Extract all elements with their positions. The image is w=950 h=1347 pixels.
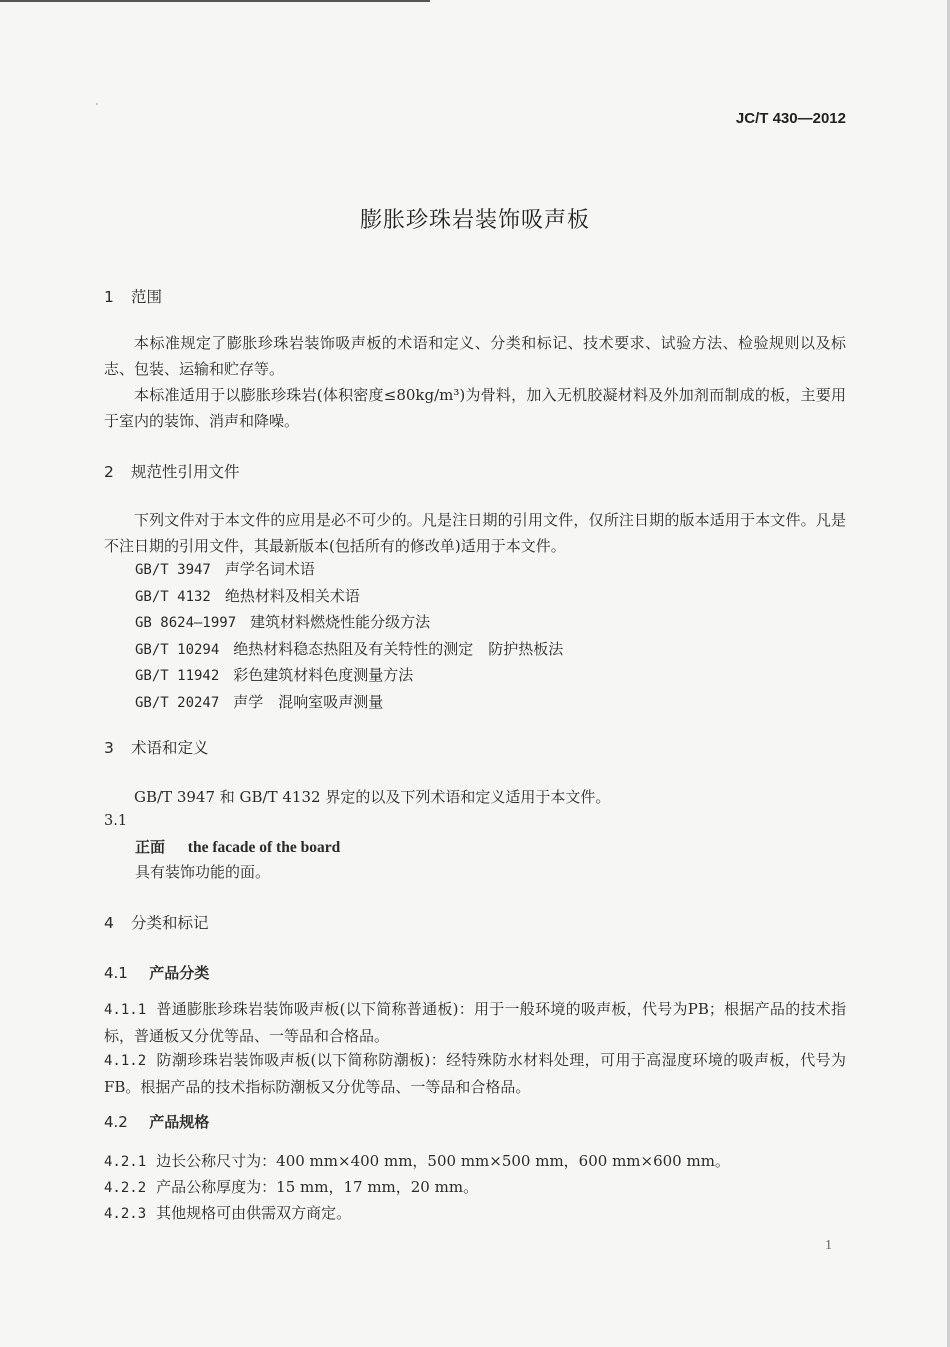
reference-code: GB/T 20247	[135, 694, 220, 711]
section-1-para-1	[104, 330, 846, 382]
clause-4-1-2	[104, 1047, 846, 1100]
reference-title: 建筑材料燃烧性能分级方法	[250, 613, 431, 632]
subsection-title: 产品分类	[149, 964, 210, 982]
paragraph-text: GB/T 3947 和 GB/T 4132 界定的以及下列术语和定义适用于本文件。	[134, 788, 611, 806]
section-3-intro	[104, 784, 846, 810]
subsection-number: 4.2	[104, 1113, 128, 1131]
clause-number: 4.2.1	[104, 1154, 147, 1170]
clause-4-1-1	[104, 996, 846, 1049]
section-4-heading	[104, 911, 208, 933]
reference-code: GB/T 3947	[135, 562, 211, 578]
paragraph-text: 下列文件对于本文件的应用是必不可少的。凡是注日期的引用文件，仅所注日期的版本适用于本文件。凡是不注日期的引用文件，其最新版本(包括所有的修改单)适用于本文件。	[104, 511, 846, 555]
clause-number: 4.2.2	[104, 1180, 147, 1196]
section-title: 分类和标记	[130, 914, 209, 932]
subsection-title: 产品规格	[149, 1113, 210, 1131]
section-title: 术语和定义	[130, 739, 209, 757]
term-chinese: 正面	[135, 838, 166, 856]
term-definition: 具有装饰功能的面。	[135, 863, 271, 881]
term-number: 3.1	[104, 813, 128, 829]
clause-4-2-1	[104, 1148, 846, 1175]
document-title: 膨胀珍珠岩装饰吸声板	[359, 208, 590, 233]
clause-text: 其他规格可由供需双方商定。	[156, 1204, 352, 1222]
reference-title: 绝热材料及相关术语	[224, 586, 360, 605]
clause-4-2-3	[104, 1200, 846, 1227]
section-number: 2	[104, 463, 114, 481]
reference-title: 绝热材料稳态热阻及有关特性的测定 防护热板法	[233, 639, 564, 658]
reference-code: GB/T 4132	[135, 588, 211, 605]
standard-code: JC/T 430—2012	[735, 110, 846, 127]
term-english: the facade of the board	[187, 839, 341, 856]
reference-item	[135, 690, 563, 717]
clause-number: 4.1.1	[104, 1002, 147, 1018]
section-1-para-2	[104, 382, 846, 434]
clause-text: 边长公称尺寸为：400 mm×400 mm，500 mm×500 mm，600 mm×600 mm。	[156, 1152, 730, 1170]
subsection-4-2-heading	[104, 1111, 209, 1132]
clause-number: 4.1.2	[104, 1053, 147, 1069]
section-3-heading	[104, 736, 208, 758]
section-1-heading	[104, 285, 162, 307]
reference-code: GB 8624—1997	[135, 615, 237, 632]
reference-title: 彩色建筑材料色度测量方法	[233, 666, 414, 685]
reference-code: GB/T 11942	[135, 668, 220, 685]
term-entry	[135, 836, 340, 857]
reference-item	[135, 637, 563, 664]
reference-item	[135, 610, 563, 637]
section-2-heading	[104, 460, 239, 482]
section-title: 范围	[130, 288, 162, 306]
reference-title: 声学名词术语	[224, 560, 315, 578]
paragraph-text: 本标准适用于以膨胀珍珠岩(体积密度≤80kg/m³)为骨料，加入无机胶凝材料及外加剂而制成的板，主要用于室内的装饰、消声和降噪。	[104, 386, 846, 430]
page-number: 1	[825, 1238, 832, 1253]
clause-4-2-2	[104, 1174, 846, 1201]
clause-text: 产品公称厚度为：15 mm，17 mm，20 mm。	[156, 1178, 479, 1196]
reference-item	[135, 557, 563, 584]
section-number: 4	[104, 914, 114, 932]
clause-text: 普通膨胀珍珠岩装饰吸声板(以下简称普通板)：用于一般环境的吸声板，代号为PB；根据产品的技术指标，普通板又分优等品、一等品和合格品。	[104, 1000, 846, 1045]
reference-title: 声学 混响室吸声测量	[233, 692, 384, 711]
scan-speck	[96, 103, 98, 105]
paragraph-text: 本标准规定了膨胀珍珠岩装饰吸声板的术语和定义、分类和标记、技术要求、试验方法、检验规则以及标志、包装、运输和贮存等。	[104, 334, 846, 378]
reference-list	[135, 557, 563, 717]
reference-item	[135, 663, 563, 690]
clause-number: 4.2.3	[104, 1206, 147, 1222]
subsection-number: 4.1	[104, 964, 128, 982]
clause-text: 防潮珍珠岩装饰吸声板(以下简称防潮板)：经特殊防水材料处理，可用于高湿度环境的吸声板，代号为FB。根据产品的技术指标防潮板又分优等品、一等品和合格品。	[104, 1051, 846, 1096]
section-2-intro	[104, 507, 846, 559]
section-number: 1	[104, 288, 114, 306]
scan-top-line	[0, 0, 430, 2]
section-title: 规范性引用文件	[130, 463, 240, 481]
section-number: 3	[104, 739, 114, 757]
reference-item	[135, 584, 563, 611]
subsection-4-1-heading	[104, 962, 209, 983]
reference-code: GB/T 10294	[135, 641, 220, 658]
